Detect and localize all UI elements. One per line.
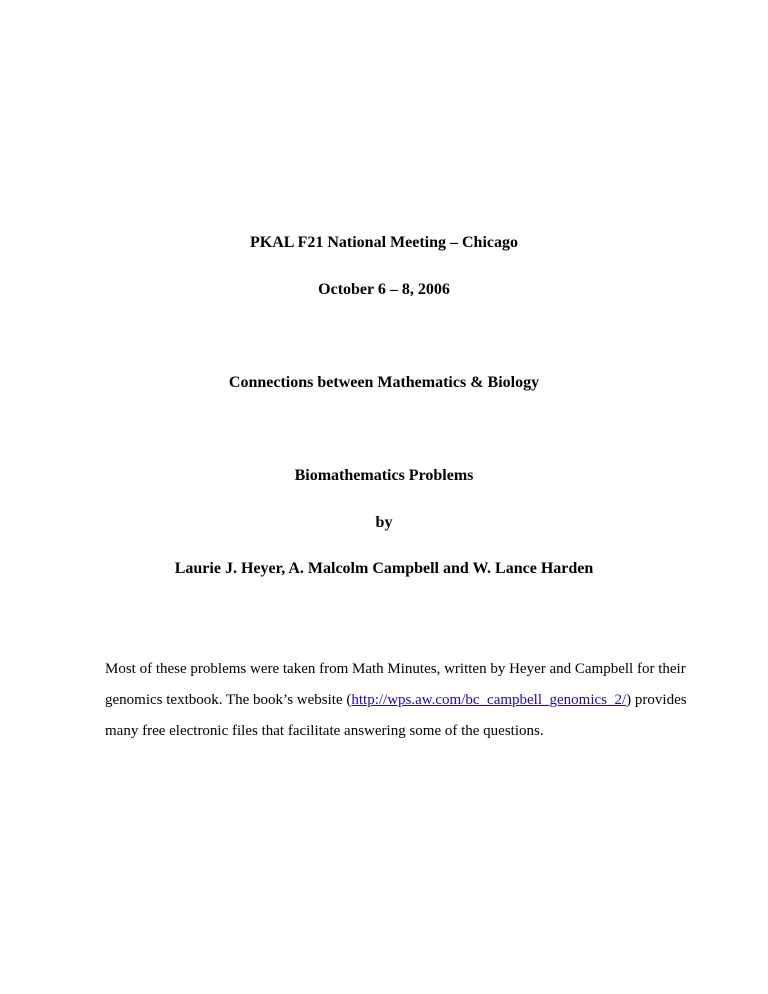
intro-line-1: Most of these problems were taken from Math Minutes, written by Heyer and Campbell for their	[105, 661, 686, 677]
by-label: by	[375, 514, 393, 531]
intro-line-2-end: ) provides	[626, 692, 687, 708]
intro-paragraph	[105, 654, 705, 747]
intro-line-2-start: genomics textbook. The book’s website (	[105, 692, 352, 708]
event-title: PKAL F21 National Meeting – Chicago	[250, 234, 518, 251]
document-title: Biomathematics Problems	[294, 467, 474, 484]
section-title: Connections between Mathematics & Biology	[228, 374, 540, 391]
website-link[interactable]: http://wps.aw.com/bc_campbell_genomics_2/	[351, 692, 627, 708]
intro-line-3: many free electronic files that facilitate answering some of the questions.	[105, 723, 544, 739]
intro-line-2	[105, 685, 705, 716]
authors: Laurie J. Heyer, A. Malcolm Campbell and W. Lance Harden	[174, 560, 594, 577]
event-dates: October 6 – 8, 2006	[318, 281, 450, 298]
